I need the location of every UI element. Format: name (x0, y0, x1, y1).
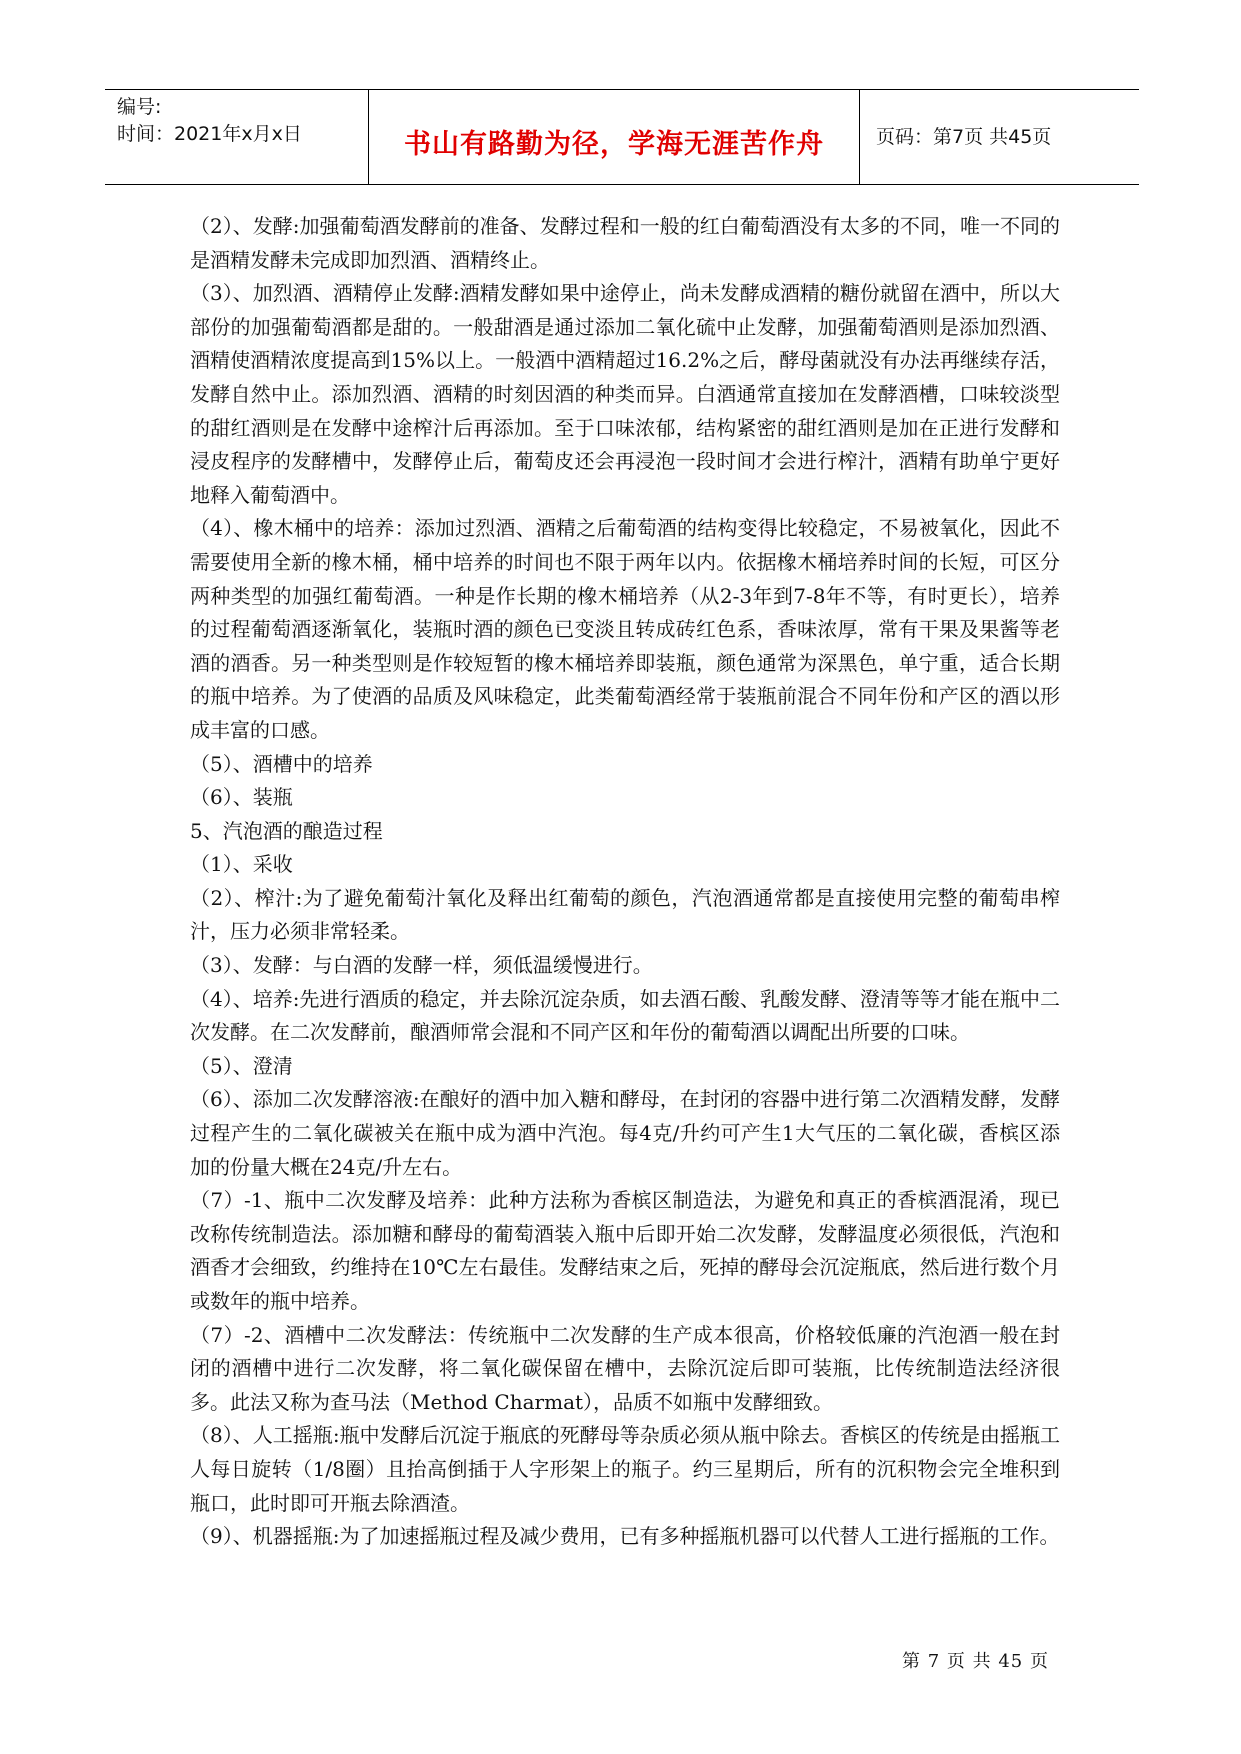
document-body (190, 210, 1060, 1554)
header-motto-cell (369, 90, 860, 184)
paragraph: （1）、采收 (190, 852, 293, 877)
paragraph: （3）、加烈酒、酒精停止发酵:酒精发酵如果中途停止，尚未发酵成酒精的糖份就留在酒中，所以大部份的加强葡萄酒都是甜的。一般甜酒是通过添加二氧化硫中止发酵，加强葡萄酒则是添加烈酒、酒精使酒精浓度提高到15%以上。一般酒中酒精超过16.2%之后，酵母菌就没有办法再继续存活，发酵自然中止。添加烈酒、酒精的时刻因酒的种类而异。白酒通常直接加在发酵酒槽，口味较淡型的甜红酒则是在发酵中途榨汁后再添加。至于口味浓郁，结构紧密的甜红酒则是加在正进行发酵和浸皮程序的发酵槽中，发酵停止后，葡萄皮还会再浸泡一段时间才会进行榨汁，酒精有助单宁更好地释入葡萄酒中。 (190, 281, 1060, 507)
paragraph: （2）、榨汁:为了避免葡萄汁氧化及释出红葡萄的颜色，汽泡酒通常都是直接使用完整的葡萄串榨汁，压力必须非常轻柔。 (190, 885, 1060, 944)
header-info-cell (105, 90, 369, 184)
paragraph: （6）、装瓶 (190, 785, 293, 810)
paragraph: （3）、发酵：与白酒的发酵一样，须低温缓慢进行。 (190, 953, 653, 978)
paragraph: （2）、发酵:加强葡萄酒发酵前的准备、发酵过程和一般的红白葡萄酒没有太多的不同，唯一不同的是酒精发酵未完成即加烈酒、酒精终止。 (190, 214, 1060, 272)
paragraph: （8）、人工摇瓶:瓶中发酵后沉淀于瓶底的死酵母等杂质必须从瓶中除去。香槟区的传统是由摇瓶工人每日旋转（1/8圈）且抬高倒插于人字形架上的瓶子。约三星期后，所有的沉积物会完全堆积到瓶口，此时即可开瓶去除酒渣。 (190, 1423, 1060, 1515)
header-page-cell (860, 90, 1139, 184)
header-motto: 书山有路勤为径，学海无涯苦作舟 (404, 129, 824, 160)
paragraph: （9）、机器摇瓶:为了加速摇瓶过程及减少费用，已有多种摇瓶机器可以代替人工进行摇瓶的工作。 (190, 1524, 1060, 1549)
paragraph: （7）-1、瓶中二次发酵及培养：此种方法称为香槟区制造法，为避免和真正的香槟酒混淆，现已改称传统制造法。添加糖和酵母的葡萄酒装入瓶中后即开始二次发酵，发酵温度必须很低，汽泡和酒香才会细致，约维持在10℃左右最佳。发酵结束之后，死掉的酵母会沉淀瓶底，然后进行数个月或数年的瓶中培养。 (190, 1188, 1060, 1313)
section-heading: 5、汽泡酒的酿造过程 (190, 818, 383, 843)
document-header (105, 89, 1139, 185)
document-time-label: 时间：2021年x月x日 (117, 123, 302, 145)
page-footer: 第 7 页 共 45 页 (902, 1651, 1049, 1672)
header-page-label: 页码：第7页 共45页 (876, 126, 1052, 148)
paragraph: （5）、澄清 (190, 1053, 293, 1078)
paragraph: （4）、培养:先进行酒质的稳定，并去除沉淀杂质，如去酒石酸、乳酸发酵、澄清等等才能在瓶中二次发酵。在二次发酵前，酿酒师常会混和不同产区和年份的葡萄酒以调配出所要的口味。 (190, 986, 1060, 1045)
paragraph: （4）、橡木桶中的培养：添加过烈酒、酒精之后葡萄酒的结构变得比较稳定，不易被氧化，因此不需要使用全新的橡木桶，桶中培养的时间也不限于两年以内。依据橡木桶培养时间的长短，可区分两种类型的加强红葡萄酒。一种是作长期的橡木桶培养（从2-3年到7-8年不等，有时更长），培养的过程葡萄酒逐渐氧化，装瓶时酒的颜色已变淡且转成砖红色系，香味浓厚，常有干果及果酱等老酒的酒香。另一种类型则是作较短暂的橡木桶培养即装瓶，颜色通常为深黑色，单宁重，适合长期的瓶中培养。为了使酒的品质及风味稳定，此类葡萄酒经常于装瓶前混合不同年份和产区的酒以形成丰富的口感。 (190, 516, 1060, 742)
document-number-label: 编号: (117, 96, 162, 118)
paragraph: （6）、添加二次发酵溶液:在酿好的酒中加入糖和酵母，在封闭的容器中进行第二次酒精发酵，发酵过程产生的二氧化碳被关在瓶中成为酒中汽泡。每4克/升约可产生1大气压的二氧化碳，香槟区添加的份量大概在24克/升左右。 (190, 1087, 1060, 1179)
paragraph: （7）-2、酒槽中二次发酵法：传统瓶中二次发酵的生产成本很高，价格较低廉的汽泡酒一般在封闭的酒槽中进行二次发酵，将二氧化碳保留在槽中，去除沉淀后即可装瓶，比传统制造法经济很多。此法又称为查马法（Method Charmat），品质不如瓶中发酵细致。 (190, 1322, 1060, 1414)
paragraph: （5）、酒槽中的培养 (190, 751, 373, 776)
